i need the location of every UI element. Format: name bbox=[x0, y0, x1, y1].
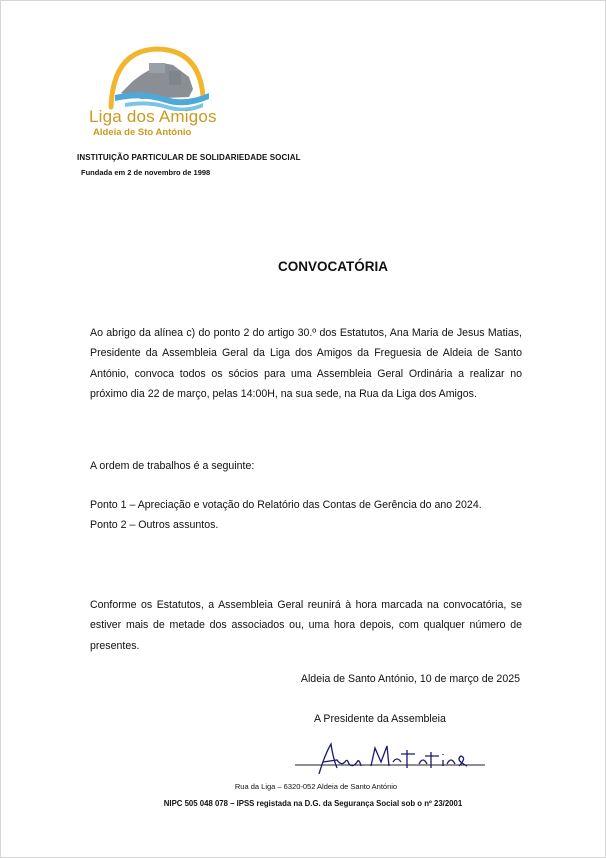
logo bbox=[81, 41, 231, 151]
place-date: Aldeia de Santo António, 10 de março de 2025 bbox=[300, 673, 520, 685]
signatory-title: A Presidente da Assembleia bbox=[314, 713, 446, 725]
agenda-intro: A ordem de trabalhos é a seguinte: bbox=[90, 460, 255, 472]
conformity-paragraph: Conforme os Estatutos, a Assembleia Geral reunirá à hora marcada na convocatória, se estiver mais de metade dos associados ou, uma hora depois, com qualquer número de presentes. bbox=[90, 599, 522, 652]
agenda-item: Ponto 1 – Apreciação e votação do Relatório das Contas de Gerência do ano 2024. bbox=[90, 499, 482, 511]
signature bbox=[291, 734, 491, 779]
document-title: CONVOCATÓRIA bbox=[278, 259, 388, 274]
logo-emblem-icon bbox=[81, 41, 231, 111]
logo-name: Liga dos Amigos bbox=[89, 107, 217, 126]
logo-subtitle: Aldeia de Sto António bbox=[93, 127, 192, 138]
footer-address: Rua da Liga – 6320-052 Aldeia de Santo António bbox=[234, 782, 398, 791]
institution-label: INSTITUIÇÃO PARTICULAR DE SOLIDARIEDADE SOCIAL bbox=[77, 153, 301, 162]
intro-paragraph: Ao abrigo da alínea c) do ponto 2 do artigo 30.º dos Estatutos, Ana Maria de Jesus Matias, Presidente da Assembleia Geral da Liga dos Amigos da Freguesia de Aldeia de Santo António, convoca todos os sócios para uma Assembleia Geral Ordinária a realizar no próximo dia 22 de março, pelas 14:00H, na sua sede, na Rua da Liga dos Amigos. bbox=[90, 327, 522, 400]
agenda-item: Ponto 2 – Outros assuntos. bbox=[90, 519, 219, 531]
founded-date: Fundada em 2 de novembro de 1998 bbox=[81, 168, 211, 177]
footer-registration: NIPC 505 048 078 – IPSS registada na D.G. da Segurança Social sob o nº 23/2001 bbox=[163, 799, 463, 808]
